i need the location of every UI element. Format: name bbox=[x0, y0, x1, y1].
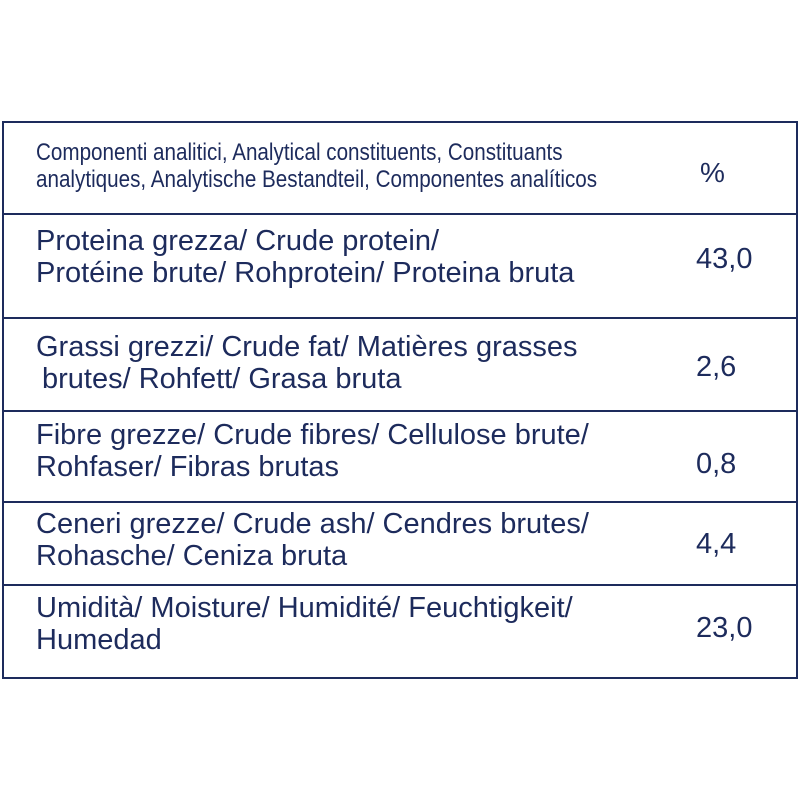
row-label bbox=[36, 508, 676, 573]
row-value: 2,6 bbox=[696, 351, 737, 383]
row-label-line-2: Humedad bbox=[36, 624, 162, 657]
analytical-constituents-table bbox=[2, 121, 798, 679]
row-label-line-2: Rohfaser/ Fibras brutas bbox=[36, 451, 340, 484]
row-label bbox=[36, 225, 676, 290]
row-label-line-2: brutes/ Rohfett/ Grasa bruta bbox=[42, 363, 402, 396]
row-label-line-1: Fibre grezze/ Crude fibres/ Cellulose brute/ bbox=[36, 419, 589, 451]
row-label-line-1: Proteina grezza/ Crude protein/ bbox=[36, 225, 439, 257]
table-row-moisture bbox=[4, 586, 796, 677]
table-header-row bbox=[4, 123, 796, 215]
table-row-crude-fibres bbox=[4, 412, 796, 503]
row-label bbox=[36, 592, 676, 657]
table-row-crude-fat bbox=[4, 319, 796, 412]
row-label bbox=[36, 419, 676, 484]
table-row-crude-ash bbox=[4, 503, 796, 586]
row-label-line-1: Grassi grezzi/ Crude fat/ Matières grasses bbox=[36, 331, 578, 363]
header-unit: % bbox=[700, 157, 725, 188]
header-label bbox=[36, 139, 664, 193]
row-value: 4,4 bbox=[696, 528, 737, 560]
table-row-crude-protein bbox=[4, 215, 796, 319]
row-label-line-1: Ceneri grezze/ Crude ash/ Cendres brutes/ bbox=[36, 508, 589, 540]
row-value: 23,0 bbox=[696, 612, 753, 644]
row-label-line-2: Rohasche/ Ceniza bruta bbox=[36, 540, 348, 573]
header-label-line-1: Componenti analitici, Analytical constituents, Constituants bbox=[36, 139, 563, 166]
row-label bbox=[36, 331, 676, 396]
row-label-line-1: Umidità/ Moisture/ Humidité/ Feuchtigkeit/ bbox=[36, 592, 573, 624]
row-value: 43,0 bbox=[696, 243, 753, 275]
row-value: 0,8 bbox=[696, 448, 737, 480]
header-label-line-2: analytiques, Analytische Bestandteil, Componentes analíticos bbox=[36, 166, 598, 194]
row-label-line-2: Protéine brute/ Rohprotein/ Proteina bruta bbox=[36, 257, 575, 290]
